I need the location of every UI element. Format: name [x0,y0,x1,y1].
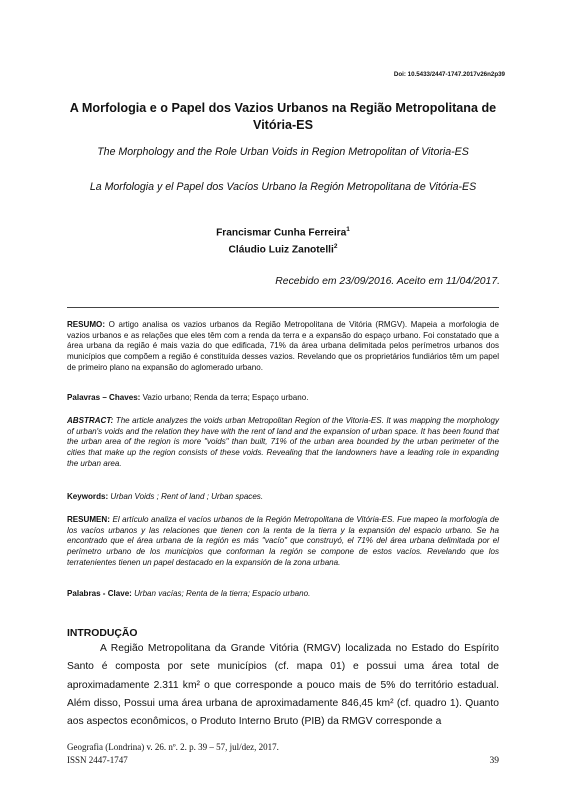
doi-line: Doi: 10.5433/2447-1747.2017v26n2p39 [393,71,505,78]
resumo-text: O artigo analisa os vazios urbanos da Região Metropolitana de Vitória (RMGV). Mapeia a morfologia de vazios urbanos e as relações que eles têm com a renda da terra e a expansão do espaço urbano. Foi constatado que a área urbana da região é mais vazia do que edificada, 71% da área urbana delimitada pelos perímetros urbanos dos municípios que compõem a região é constituída desses vazios. Revelando que os proprietários fundiários têm um papel de primeiro plano na expansão do aglomerado urbano. [67,320,499,372]
author-2-name: Cláudio Luiz Zanotelli [228,244,334,256]
header-divider [67,307,499,308]
article-title-english: The Morphology and the Role Urban Voids in Region Metropolitan of Vitoria-ES [97,146,469,158]
journal-issn: ISSN 2447-1747 [67,754,128,765]
abstract-label: ABSTRACT: [67,416,114,425]
palabras-clave-text: Urban vacías; Renta de la tierra; Espacio urbano. [131,589,311,598]
author-1-footnote-mark: 1 [346,226,350,233]
article-title: A Morfologia e o Papel dos Vazios Urbanos na Região Metropolitana de Vitória-ES [69,101,497,132]
author-2-footnote-mark: 2 [333,242,338,250]
author-1-name: Francismar Cunha Ferreira [216,227,347,239]
author-2 [60,240,506,257]
article-title-spanish: La Morfologia y el Papel dos Vacíos Urbano la Región Metropolitana de Vitória-ES [89,181,477,193]
palabras-clave-block [67,589,499,600]
keywords-text: Urban Voids ; Rent of land ; Urban spaces. [108,492,264,501]
resumo-label: RESUMO: [67,320,105,329]
section-heading-introducao: INTRODUÇÃO [67,628,138,639]
resumen-text: El artículo analiza el vacíos urbanos de la Región Metropolitana de Vitória-ES. Fue mapeo la morfología de los vacíos urbanos y las relaciones que tienen con la renta de la tierra y la expansión del espacio urbano. Se ha encontrado que el área urbana de la región es más "vacío" que construyó, el 71% del área urbana delimitada por el perímetro urbano de los municipios que conforman la región se compone de estos vacíos. Revelando que los terratenientes tienen un papel destacado en la expansión de la zona urbana. [67,515,499,567]
palabras-clave-label: Palabras - Clave: [67,589,132,598]
palavras-chave-block [67,393,499,404]
keywords-label: Keywords: [67,492,109,501]
received-accepted-dates: Recebido em 23/09/2016. Aceito em 11/04/2017. [275,276,500,287]
abstract-text: The article analyzes the voids urban Metropolitan Region of the Vitoria-ES. It was mapping the morphology of urban's voids and the relation they have with the rent of land and the expansion of urban space. It has been found that the urban area of the region is more "voids" than built, 71% of the urban area bounded by the urban perimeter of the cities that make up the region consists of these voids. Revealing that the landowners have a leading role in expanding the urban area. [67,416,499,468]
keywords-block [67,492,499,503]
author-1 [60,223,506,240]
page-number: 39 [489,756,499,766]
abstract-block [67,416,499,470]
introduction-paragraph: A Região Metropolitana da Grande Vitória (RMGV) localizada no Estado do Espírito Santo é composta por sete municípios (cf. mapa 01) e possui uma área total de aproximadamente 2.311 km² o que corresponde a pouco mais de 5% do território estadual. Além disso, Possui uma área urbana de aproximadamente 846,45 km² (cf. quadro 1). Quanto aos aspectos econômicos, o Produto Interno Bruto (PIB) da RMGV corresponde a [67,643,499,728]
journal-citation: Geografia (Londrina) v. 26. nº. 2. p. 39 – 57, jul/dez, 2017. [67,742,279,752]
journal-footer [67,741,279,766]
author-list [60,223,506,257]
resumo-block [67,320,499,374]
resumen-block [67,515,499,569]
resumen-label: RESUMEN: [67,515,110,524]
palavras-chave-text: Vazio urbano; Renda da terra; Espaço urbano. [140,393,309,402]
introduction-body [67,640,499,731]
palavras-chave-label: Palavras – Chaves: [67,393,141,402]
